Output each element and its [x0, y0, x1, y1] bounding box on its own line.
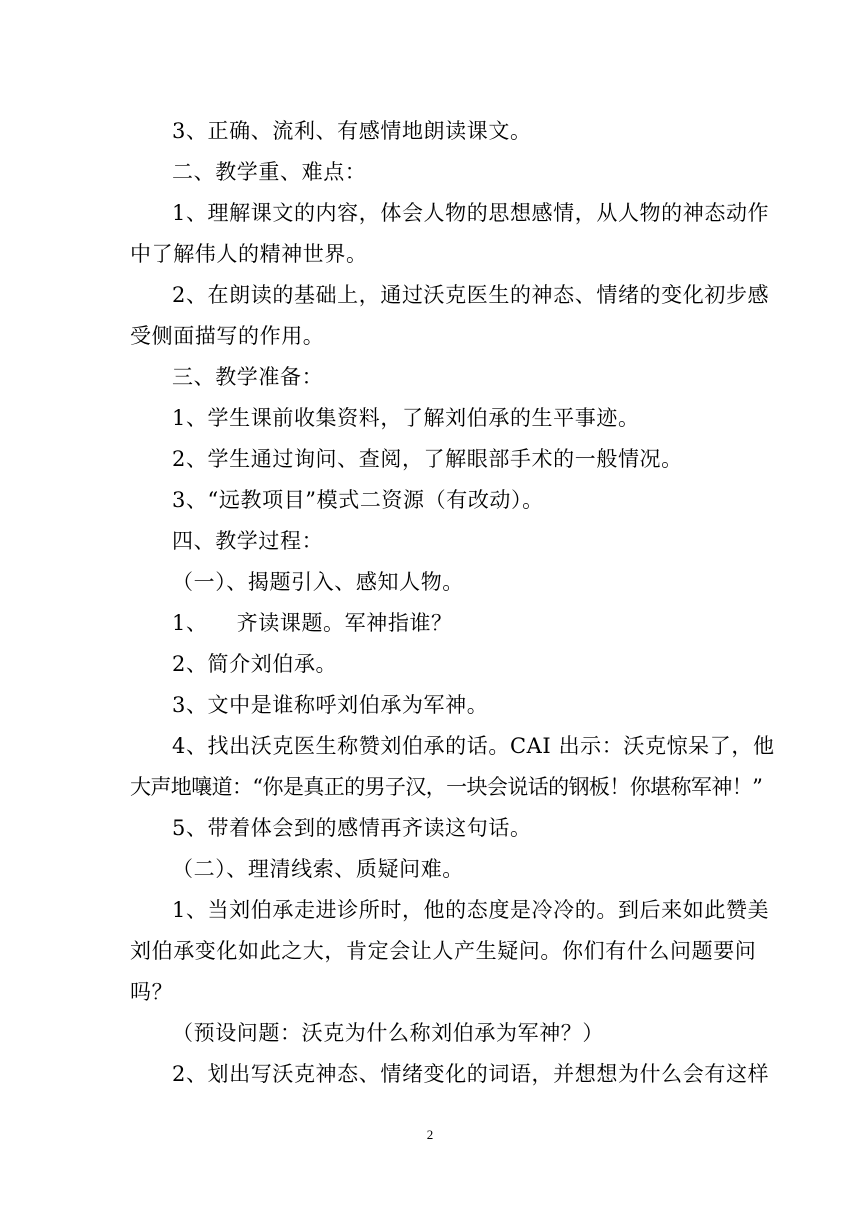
text-line-key-point-2a: 2、在朗读的基础上，通过沃克医生的神态、情绪的变化初步感: [172, 283, 770, 307]
text-line-preparation-2: 2、学生通过询问、查阅，了解眼部手术的一般情况。: [172, 447, 683, 471]
text-line-key-point-1a: 1、理解课文的内容，体会人物的思想感情，从人物的神态动作: [172, 201, 770, 225]
text-line-preparation-3: 3、“远教项目”模式二资源（有改动）。: [172, 488, 544, 512]
page-number: 2: [426, 1127, 434, 1142]
heading-process: 四、教学过程：: [172, 529, 324, 553]
text-line-key-point-1b: 中了解伟人的精神世界。: [130, 242, 368, 266]
text-line-step-1: 1、 齐读课题。军神指谁？: [172, 611, 453, 635]
text-line-key-point-2b: 受侧面描写的作用。: [130, 324, 325, 348]
text-line-step-2: 2、简介刘伯承。: [172, 652, 338, 676]
heading-preparation: 三、教学准备：: [172, 365, 324, 389]
text-line-preset-question: （预设问题：沃克为什么称刘伯承为军神？）: [172, 1021, 604, 1045]
text-line-objective-3: 3、正确、流利、有感情地朗读课文。: [172, 119, 532, 143]
text-line-question-1c: 吗？: [130, 980, 174, 1004]
text-line-question-1b: 刘伯承变化如此之大，肯定会让人产生疑问。你们有什么问题要问: [130, 939, 757, 963]
text-line-step-4b: 大声地嚷道：“你是真正的男子汉，一块会说话的钢板！你堪称军神！”: [130, 775, 763, 799]
subheading-part-1: （一）、揭题引入、感知人物。: [172, 570, 464, 594]
text-line-step-3: 3、文中是谁称呼刘伯承为军神。: [172, 693, 489, 717]
text-line-question-1a: 1、当刘伯承走进诊所时，他的态度是冷冷的。到后来如此赞美: [172, 898, 770, 922]
subheading-part-2: （二）、理清线索、质疑问难。: [172, 857, 464, 881]
text-line-step-4a: 4、找出沃克医生称赞刘伯承的话。CAI 出示：沃克惊呆了，他: [172, 734, 775, 758]
text-line-step-5: 5、带着体会到的感情再齐读这句话。: [172, 816, 532, 840]
heading-key-points: 二、教学重、难点：: [172, 160, 367, 184]
text-line-preparation-1: 1、学生课前收集资料，了解刘伯承的生平事迹。: [172, 406, 640, 430]
text-line-question-2: 2、划出写沃克神态、情绪变化的词语，并想想为什么会有这样: [172, 1062, 770, 1086]
